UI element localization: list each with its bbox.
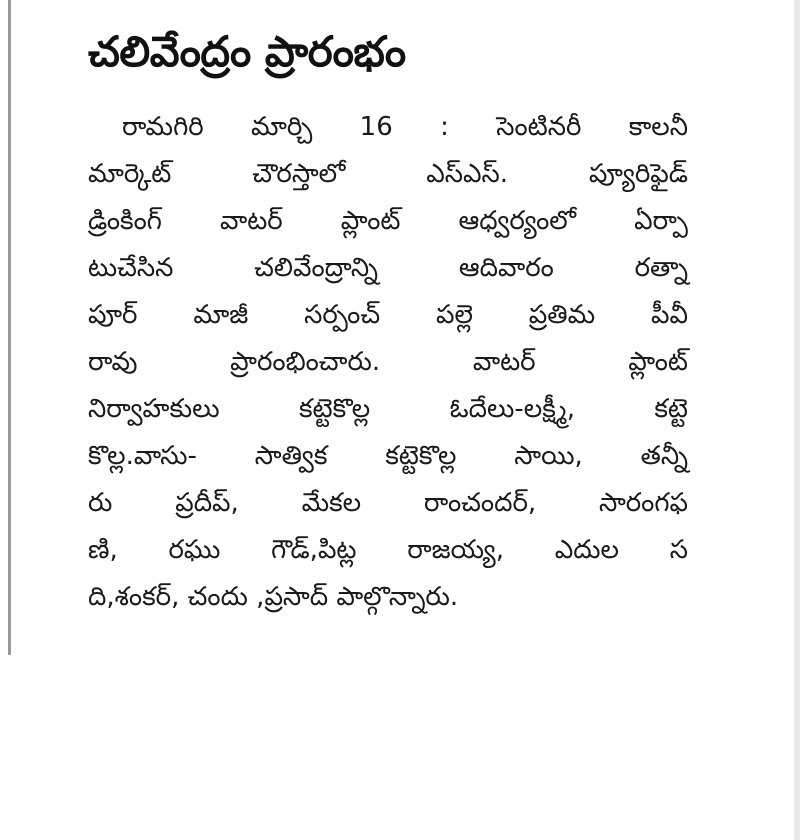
article-line: ణి, రఘు గౌడ్,పిట్ల రాజయ్య, ఎదుల స <box>88 535 688 565</box>
article-line: నిర్వాహకులు కట్టెకొల్ల ఓదేలు-లక్ష్మీ, కట్టె <box>88 394 688 424</box>
article-line: పూర్ మాజీ సర్పంచ్ పల్లె ప్రతిమ పీవీ <box>88 300 688 330</box>
article-line: మార్కెట్ చౌరస్తాలో ఎస్ఎస్. ప్యూరిఫైడ్ <box>88 159 688 189</box>
article-line: డ్రింకింగ్ వాటర్ ప్లాంట్ ఆధ్వర్యంలో ఏర్పా <box>88 206 688 236</box>
article-line: టుచేసిన చలివేంద్రాన్ని ఆదివారం రత్నా <box>88 253 688 283</box>
article-line: రు ప్రదీప్, మేకల రాంచందర్, సారంగఫ <box>88 488 688 518</box>
column-divider <box>8 0 11 655</box>
article-line: రావు ప్రారంభించారు. వాటర్ ప్లాంట్ <box>88 347 688 377</box>
article-headline: చలివేంద్రం ప్రారంభం <box>88 27 406 76</box>
newspaper-clipping <box>88 22 688 621</box>
article-line: రామగిరి మార్చి 16 : సెంటినరీ కాలనీ <box>122 112 688 142</box>
article-line: కొల్ల.వాసు- సాత్విక కట్టెకొల్ల సాయి, తన్నీ <box>88 441 688 471</box>
page-edge <box>794 0 800 840</box>
article-line: ది,శంకర్, చందు ,ప్రసాద్ పాల్గొన్నారు. <box>88 582 459 612</box>
article-body <box>88 104 688 621</box>
